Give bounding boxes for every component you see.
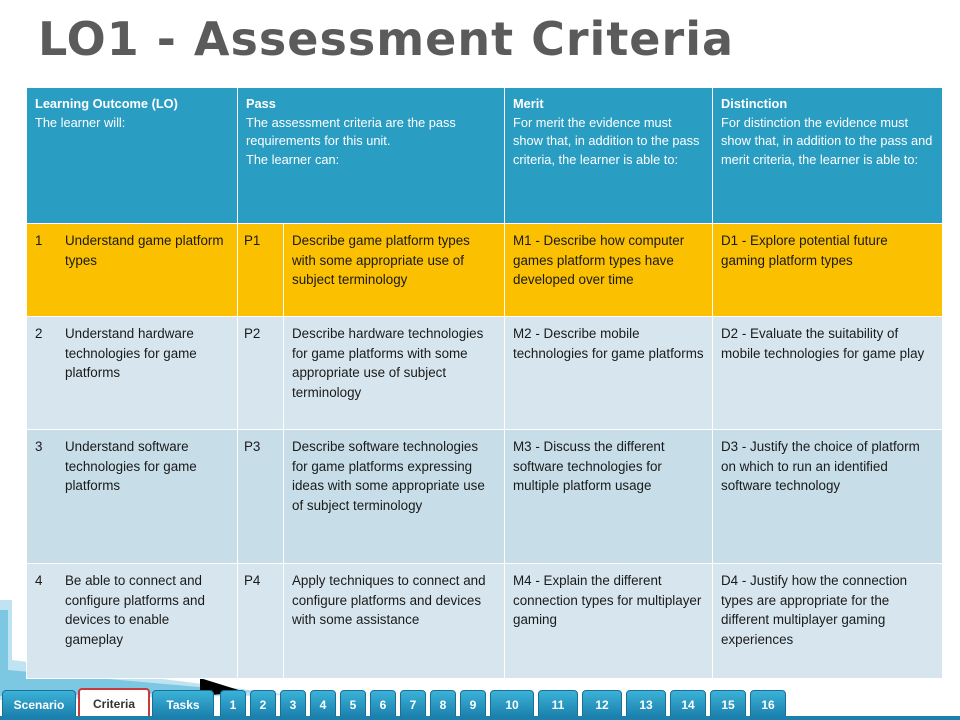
- table-row: [27, 564, 943, 679]
- lo-heading: Learning Outcome (LO): [35, 96, 178, 111]
- table-row: [27, 224, 943, 317]
- pass-heading: Pass: [246, 96, 276, 111]
- pass-subheading: The assessment criteria are the pass requirements for this unit.: [246, 114, 456, 148]
- nav-page-7[interactable]: 7: [400, 690, 426, 718]
- table-header-row: [27, 88, 943, 224]
- nav-bottom-line: [0, 716, 960, 720]
- nav-page-1[interactable]: 1: [220, 690, 246, 718]
- lo-subheading: The learner will:: [35, 114, 126, 130]
- pass-subheading-2: The learner can:: [246, 151, 340, 167]
- pass-criteria: Describe game platform types with some appropriate use of subject terminology: [284, 224, 505, 317]
- nav-scenario-button[interactable]: Scenario: [2, 690, 76, 718]
- distinction-criteria: D4 - Justify how the connection types are appropriate for the different multiplayer gaming experiences: [713, 564, 943, 679]
- outcome-cell: [27, 430, 238, 564]
- outcome-text: Understand software technologies for game platforms: [65, 439, 197, 493]
- merit-criteria: M4 - Explain the different connection types for multiplayer gaming: [505, 564, 713, 679]
- pass-criteria: Apply techniques to connect and configure platforms and devices with some assistance: [284, 564, 505, 679]
- outcome-cell: [27, 317, 238, 430]
- merit-criteria: M2 - Describe mobile technologies for game platforms: [505, 317, 713, 430]
- nav-page-3[interactable]: 3: [280, 690, 306, 718]
- distinction-criteria: D2 - Evaluate the suitability of mobile technologies for game play: [713, 317, 943, 430]
- table-row: [27, 317, 943, 430]
- pass-criteria: Describe software technologies for game platforms expressing ideas with some appropriate use of subject terminology: [284, 430, 505, 564]
- pass-code: P2: [238, 317, 284, 430]
- nav-page-13[interactable]: 13: [626, 690, 666, 718]
- outcome-cell: [27, 224, 238, 317]
- nav-page-4[interactable]: 4: [310, 690, 336, 718]
- row-number: 4: [35, 573, 43, 588]
- page-title: LO1 - Assessment Criteria: [38, 12, 734, 66]
- header-pass: [238, 88, 505, 224]
- nav-page-8[interactable]: 8: [430, 690, 456, 718]
- nav-page-11[interactable]: 11: [538, 690, 578, 718]
- merit-criteria: M1 - Describe how computer games platform types have developed over time: [505, 224, 713, 317]
- distinction-heading: Distinction: [721, 96, 788, 111]
- row-number: 1: [35, 233, 43, 248]
- header-distinction: [713, 88, 943, 224]
- nav-page-9[interactable]: 9: [460, 690, 486, 718]
- pass-code: P3: [238, 430, 284, 564]
- row-number: 2: [35, 326, 43, 341]
- pass-criteria: Describe hardware technologies for game platforms with some appropriate use of subject terminology: [284, 317, 505, 430]
- nav-page-2[interactable]: 2: [250, 690, 276, 718]
- nav-page-6[interactable]: 6: [370, 690, 396, 718]
- nav-criteria-button[interactable]: Criteria: [78, 688, 150, 718]
- row-number: 3: [35, 439, 43, 454]
- pass-code: P1: [238, 224, 284, 317]
- distinction-criteria: D1 - Explore potential future gaming platform types: [713, 224, 943, 317]
- slide-navigation-bar: [2, 690, 958, 718]
- merit-criteria: M3 - Discuss the different software technologies for multiple platform usage: [505, 430, 713, 564]
- nav-page-14[interactable]: 14: [670, 690, 706, 718]
- nav-page-15[interactable]: 15: [710, 690, 746, 718]
- nav-page-16[interactable]: 16: [750, 690, 786, 718]
- criteria-table: [26, 87, 943, 679]
- outcome-text: Be able to connect and configure platforms and devices to enable gameplay: [65, 573, 205, 647]
- outcome-text: Understand game platform types: [65, 233, 224, 268]
- pass-code: P4: [238, 564, 284, 679]
- nav-tasks-button[interactable]: Tasks: [152, 690, 214, 718]
- nav-page-12[interactable]: 12: [582, 690, 622, 718]
- distinction-criteria: D3 - Justify the choice of platform on which to run an identified software technology: [713, 430, 943, 564]
- header-merit: [505, 88, 713, 224]
- nav-page-10[interactable]: 10: [490, 690, 534, 718]
- header-learning-outcome: [27, 88, 238, 224]
- merit-heading: Merit: [513, 96, 544, 111]
- table-row: [27, 430, 943, 564]
- outcome-cell: [27, 564, 238, 679]
- nav-page-5[interactable]: 5: [340, 690, 366, 718]
- merit-subheading: For merit the evidence must show that, in addition to the pass criteria, the learner is able to:: [513, 114, 700, 167]
- distinction-subheading: For distinction the evidence must show that, in addition to the pass and merit criteria, the learner is able to:: [721, 114, 933, 167]
- outcome-text: Understand hardware technologies for game platforms: [65, 326, 197, 380]
